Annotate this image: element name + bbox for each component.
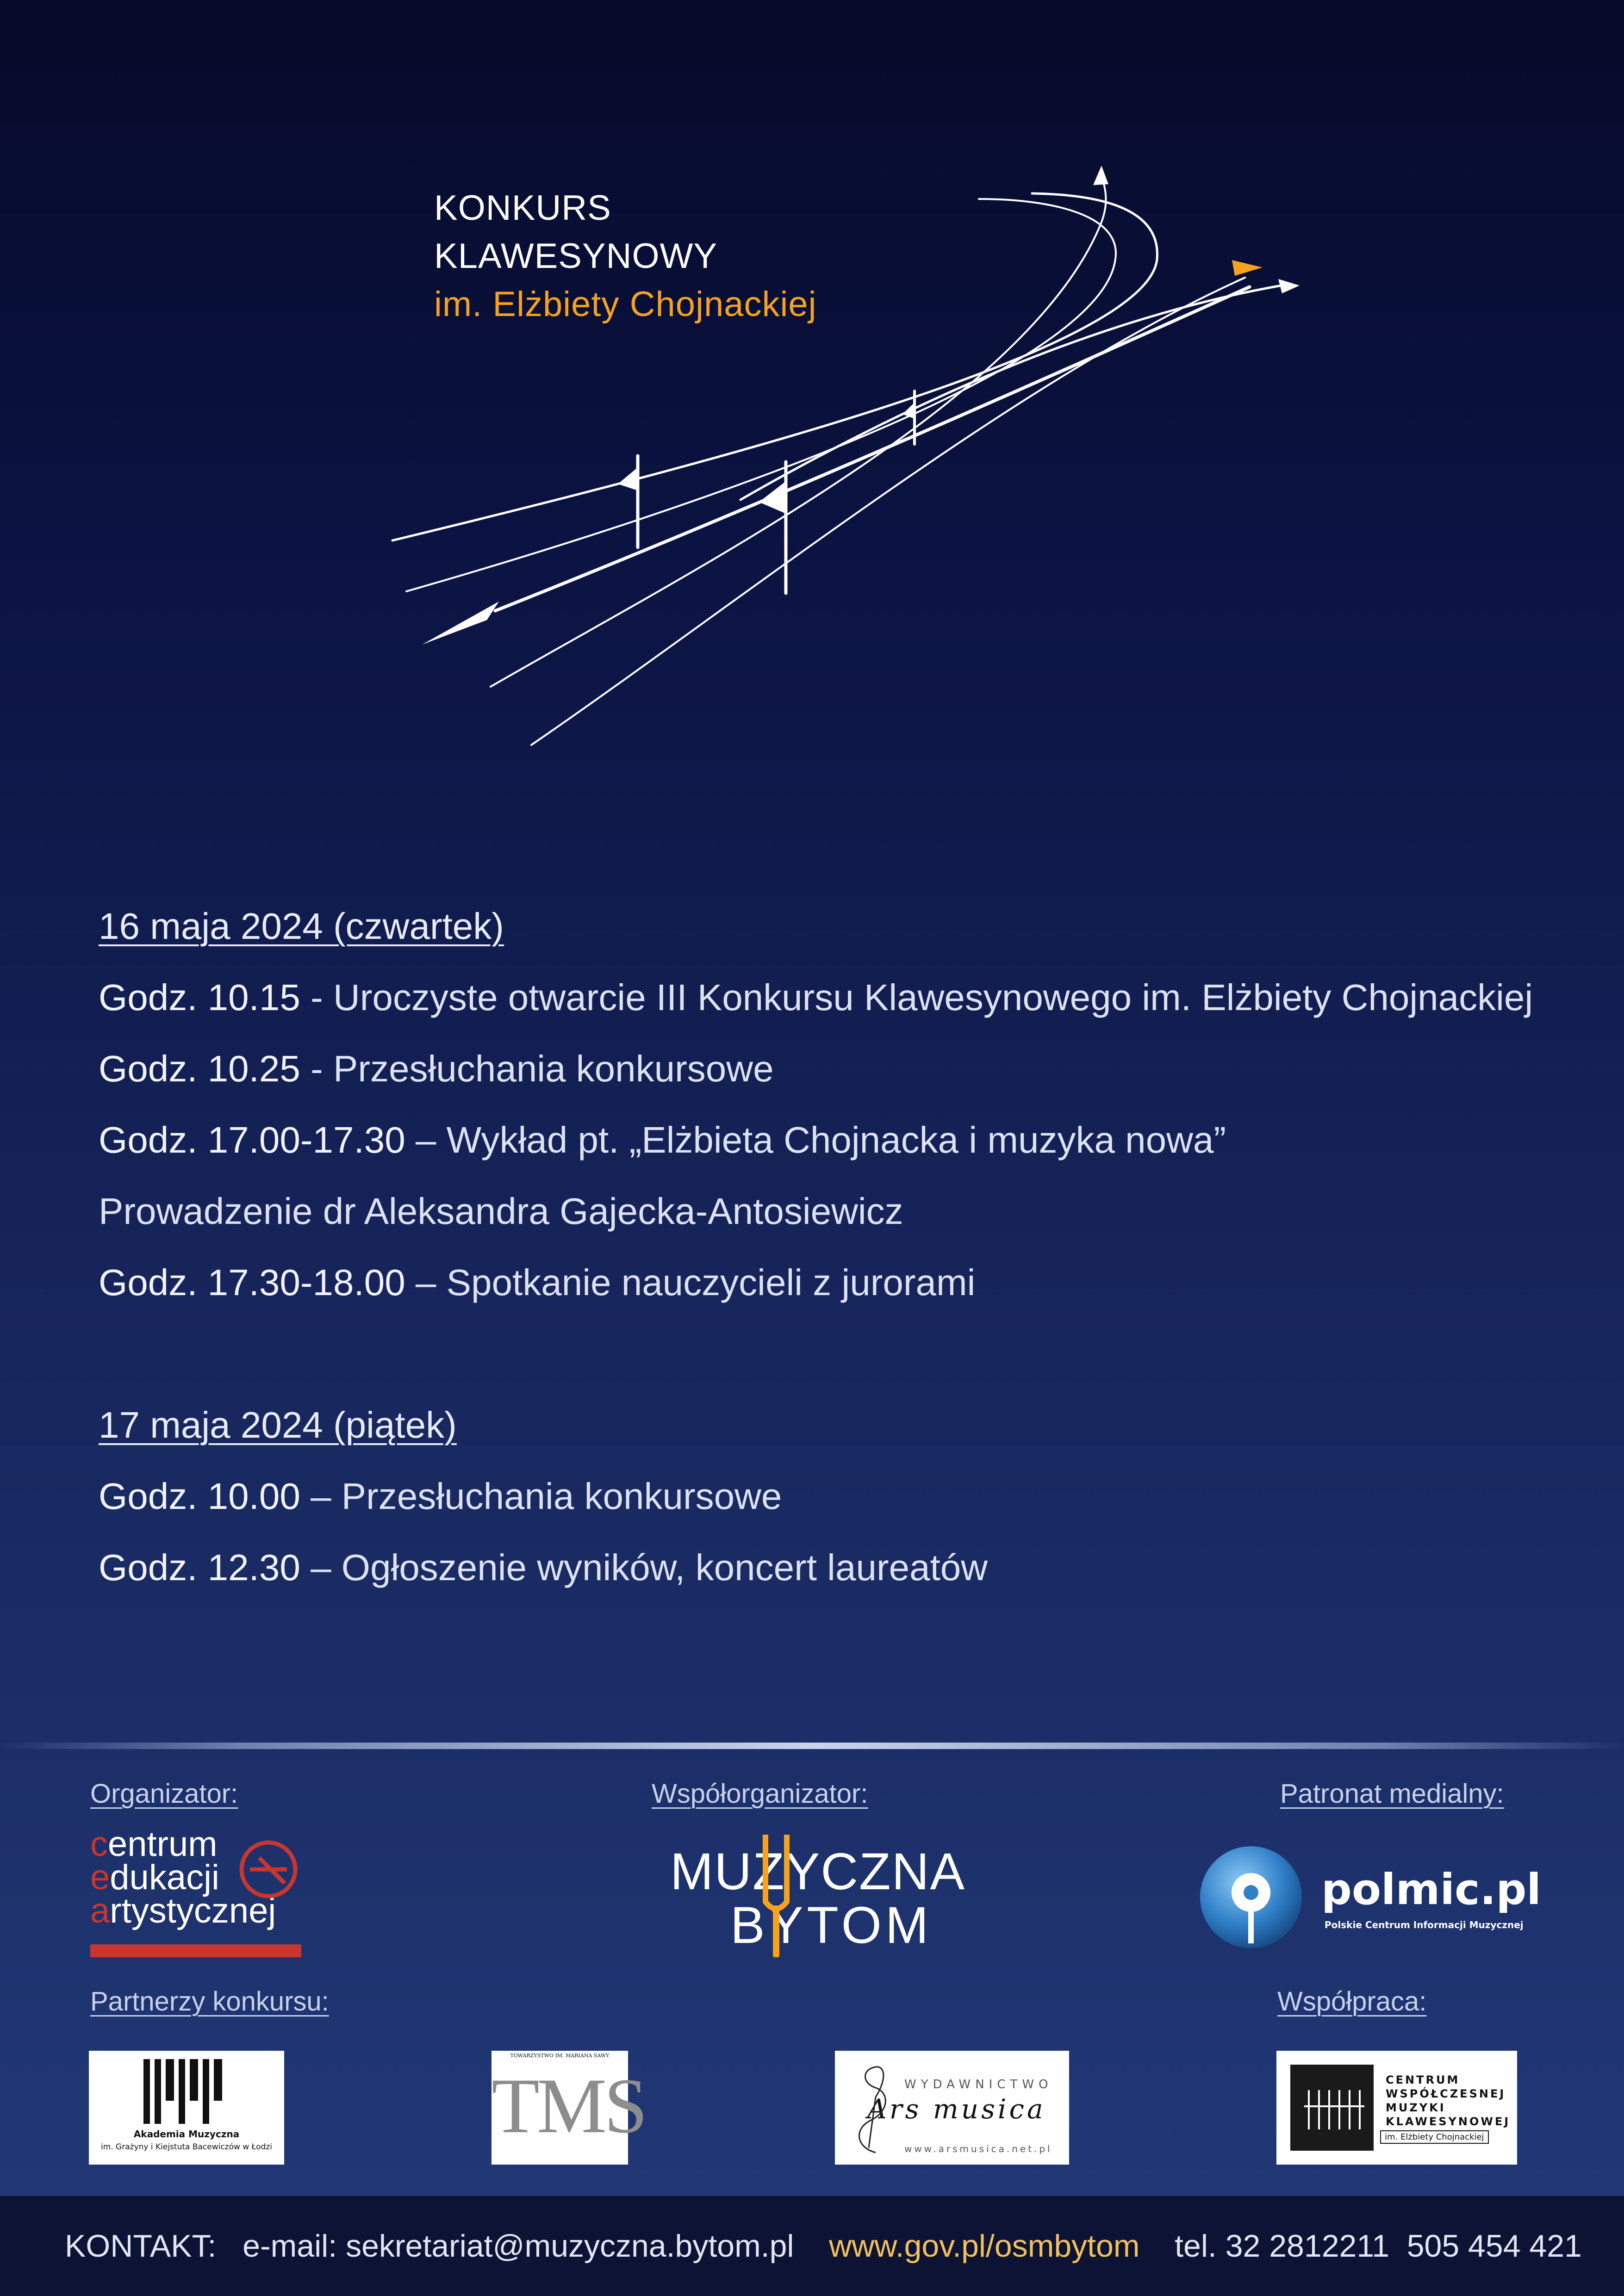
cwmk-emblem [1290, 2065, 1374, 2151]
tuning-fork-icon [760, 1832, 792, 1957]
ars-brand: Ars musica [867, 2093, 1046, 2125]
partners-label: Partnerzy konkursu: [90, 1986, 329, 2017]
schedule-item [99, 1105, 1580, 1176]
item-text: - Przesłuchania konkursowe [300, 1048, 774, 1089]
cea-underline-bar [90, 1944, 301, 1957]
schedule-item [99, 962, 1580, 1033]
media-patron-label: Patronat medialny: [1280, 1779, 1504, 1809]
item-text: - Uroczyste otwarcie III Konkursu Klawesynowego im. Elżbiety Chojnackiej [300, 977, 1533, 1018]
ars-musica-logo [835, 2051, 1069, 2165]
item-time: Godz. 17.30-18.00 [99, 1262, 405, 1303]
polmic-subtitle: Polskie Centrum Informacji Muzycznej [1325, 1919, 1524, 1930]
item-text: Prowadzenie dr Aleksandra Gajecka-Antosiewicz [99, 1191, 903, 1232]
item-time: Godz. 10.15 [99, 977, 300, 1018]
contact-phone: tel. 32 2812211 505 454 421 [1175, 2228, 1582, 2264]
cea-line-3: artystycznej [90, 1891, 276, 1930]
item-text: – Spotkanie nauczycieli z jurorami [405, 1262, 976, 1303]
contact-email[interactable]: e-mail: sekretariat@muzyczna.bytom.pl [243, 2228, 794, 2264]
cwmk-line-3: MUZYKI [1386, 2101, 1446, 2114]
cwmk-line-1: CENTRUM [1386, 2073, 1460, 2086]
polmic-name: polmic.pl [1321, 1865, 1541, 1914]
title-line-2: KLAWESYNOWY [434, 236, 718, 276]
day2-date-row [99, 1390, 1580, 1461]
arrow-right-white [1278, 279, 1300, 293]
treble-clef-icon [848, 2060, 903, 2157]
title-line-1: KONKURS [434, 188, 611, 228]
cea-emblem-icon [236, 1837, 301, 1902]
item-time: Godz. 10.25 [99, 1048, 300, 1089]
footer-contact [65, 2228, 1582, 2264]
item-time: Godz. 12.30 [99, 1547, 300, 1588]
cea-line-2: edukacji [90, 1858, 219, 1897]
schedule-item [99, 1532, 1580, 1603]
day1-date-row [99, 891, 1580, 962]
arrow-right-orange [1232, 260, 1263, 276]
arrow-up-tip [1093, 166, 1108, 185]
mb-line-2: BYTOM [730, 1896, 933, 1954]
cooperation-label: Współpraca: [1277, 1986, 1427, 2017]
day1-date: 16 maja 2024 (czwartek) [99, 906, 504, 947]
staff-line-3 [491, 176, 1106, 687]
organizer-label: Organizator: [90, 1779, 238, 1809]
item-text: – Wykład pt. „Elżbieta Chojnacka i muzyka nowa” [405, 1119, 1226, 1160]
schedule [99, 891, 1580, 1603]
day2-date: 17 maja 2024 (piątek) [99, 1404, 457, 1446]
coorganizer-label: Współorganizator: [652, 1779, 868, 1809]
tms-mark: TMS [492, 2062, 645, 2149]
arrow-left-large [422, 602, 499, 645]
akademia-muzyczna-logo [89, 2051, 284, 2165]
cwmk-line-4: KLAWESYNOWEJ [1386, 2115, 1511, 2128]
cwmk-line-2: WSPÓŁCZESNEJ [1386, 2087, 1506, 2100]
cwmk-logo [1276, 2051, 1517, 2165]
tms-subtitle: TOWARZYSTWO IM. MARIANA SAWY [510, 2053, 610, 2059]
cea-logo [90, 1824, 312, 1957]
ars-publisher: WYDAWNICTWO [904, 2078, 1053, 2091]
ars-url: www.arsmusica.net.pl [904, 2143, 1052, 2154]
music-lines-artwork [380, 157, 1305, 759]
schedule-item [99, 1176, 1580, 1247]
item-time: Godz. 17.00-17.30 [99, 1119, 405, 1160]
spacer [99, 1318, 1580, 1390]
harpsichord-keys-icon [1290, 2065, 1374, 2151]
tms-logo [492, 2051, 645, 2165]
contact-website-link[interactable]: www.gov.pl/osmbytom [829, 2228, 1140, 2264]
cea-line-1: centrum [90, 1824, 218, 1864]
am-name: Akademia Muzyczna [133, 2128, 240, 2140]
muzyczna-bytom-logo [662, 1832, 966, 1957]
note-flag-3 [902, 403, 915, 419]
item-time: Godz. 10.00 [99, 1476, 300, 1517]
cwmk-subtitle: im. Elżbiety Chojnackiej [1380, 2130, 1489, 2144]
section-divider [0, 1743, 1624, 1749]
title-line-3: im. Elżbiety Chojnackiej [434, 285, 817, 324]
staff-line-1 [392, 193, 1157, 540]
schedule-item [99, 1033, 1580, 1105]
am-subtitle: im. Grażyny i Kiejstuta Bacewiczów w Łodzi [100, 2142, 273, 2152]
mb-line-1: MUZYCZNA [670, 1843, 966, 1900]
staff-line-5 [495, 287, 1250, 611]
schedule-item [99, 1247, 1580, 1318]
item-text: – Ogłoszenie wyników, koncert laureatów [300, 1547, 988, 1588]
cwmk-name [1386, 2073, 1510, 2128]
piano-keys-icon [143, 2059, 229, 2124]
note-flag-1 [618, 467, 638, 490]
schedule-item [99, 1461, 1580, 1532]
polmic-logo-icon [1198, 1844, 1304, 1950]
item-text: – Przesłuchania konkursowe [300, 1476, 782, 1517]
contact-label: KONTAKT: [65, 2228, 217, 2264]
